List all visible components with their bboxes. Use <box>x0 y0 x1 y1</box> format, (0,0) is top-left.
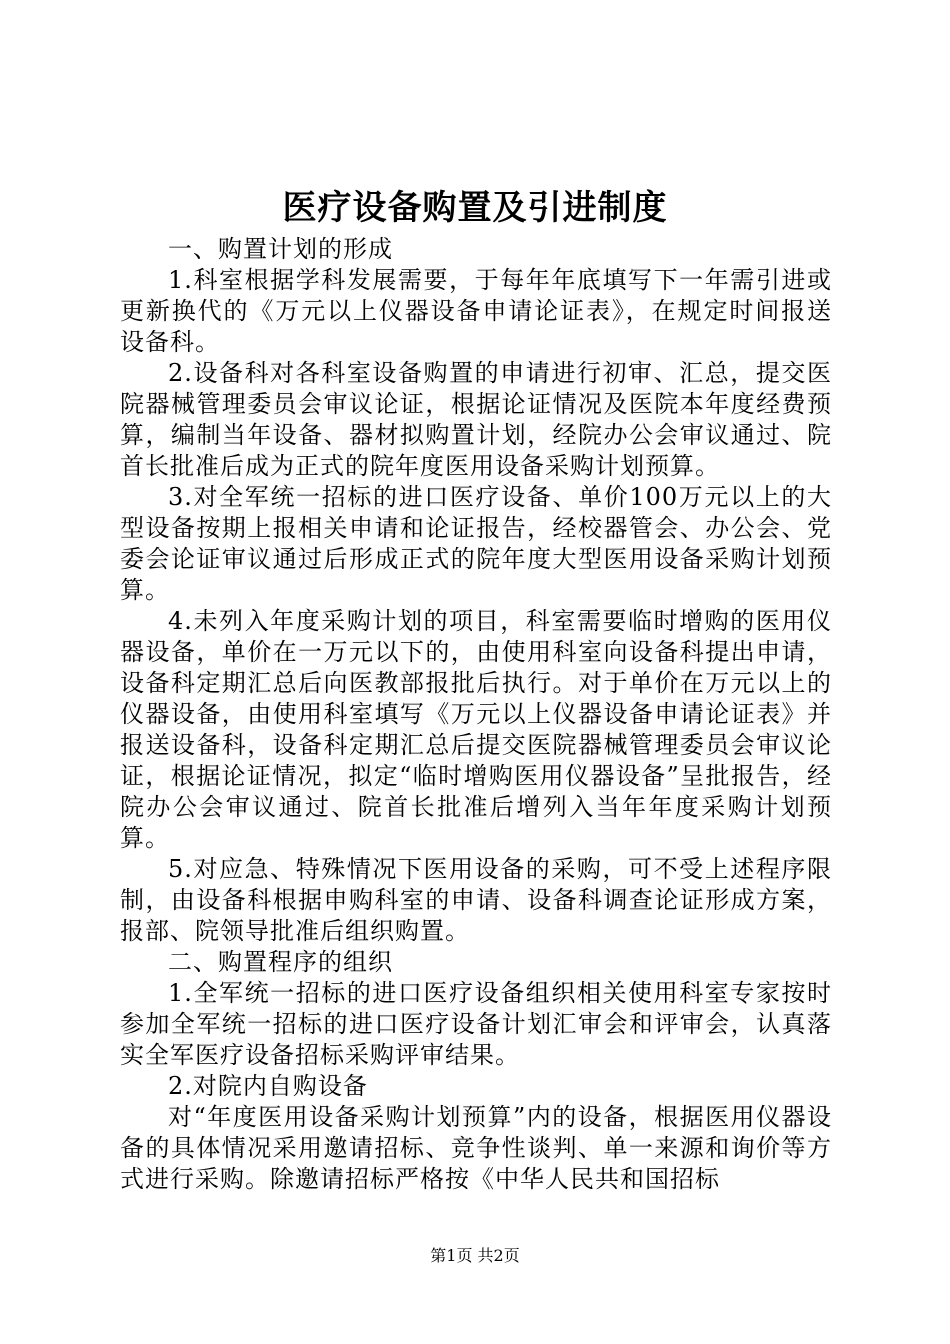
paragraph: 1.全军统一招标的进口医疗设备组织相关使用科室专家按时参加全军统一招标的进口医疗设备计划汇审会和评审会，认真落实全军医疗设备招标采购评审结果。 <box>120 979 832 1069</box>
paragraph: 对“年度医用设备采购计划预算”内的设备，根据医用仪器设备的具体情况采用邀请招标、竞争性谈判、单一来源和询价等方式进行采购。除邀请招标严格按《中华人民共和国招标 <box>120 1103 832 1193</box>
paragraph: 1.科室根据学科发展需要，于每年年底填写下一年需引进或更新换代的《万元以上仪器设备申请论证表》，在规定时间报送设备科。 <box>120 266 832 356</box>
paragraph: 2.对院内自购设备 <box>168 1072 368 1100</box>
paragraph: 4.未列入年度采购计划的项目，科室需要临时增购的医用仪器设备，单价在一万元以下的，由使用科室向设备科提出申请，设备科定期汇总后向医教部报批后执行。对于单价在万元以上的仪器设备，由使用科室填写《万元以上仪器设备申请论证表》并报送设备科，设备科定期汇总后提交医院器械管理委员会审议论证，根据论证情况，拟定“临时增购医用仪器设备”呈批报告，经院办公会审议通过、院首长批准后增列入当年年度采购计划预算。 <box>120 607 832 852</box>
paragraph: 5.对应急、特殊情况下医用设备的采购，可不受上述程序限制，由设备科根据申购科室的申请、设备科调查论证形成方案，报部、院领导批准后组织购置。 <box>120 855 832 945</box>
paragraph: 3.对全军统一招标的进口医疗设备、单价100万元以上的大型设备按期上报相关申请和论证报告，经校器管会、办公会、党委会论证审议通过后形成正式的院年度大型医用设备采购计划预算。 <box>120 483 832 604</box>
document-body <box>120 234 832 1195</box>
document-title: 医疗设备购置及引进制度 <box>282 188 668 228</box>
paragraph: 2.设备科对各科室设备购置的申请进行初审、汇总，提交医院器械管理委员会审议论证，根据论证情况及医院本年度经费预算，编制当年设备、器材拟购置计划，经院办公会审议通过、院首长批准后成为正式的院年度医用设备采购计划预算。 <box>120 359 832 480</box>
section-heading: 二、购置程序的组织 <box>168 948 393 976</box>
section-heading: 一、购置计划的形成 <box>168 235 393 263</box>
page-footer: 第1页 共2页 <box>430 1246 520 1265</box>
